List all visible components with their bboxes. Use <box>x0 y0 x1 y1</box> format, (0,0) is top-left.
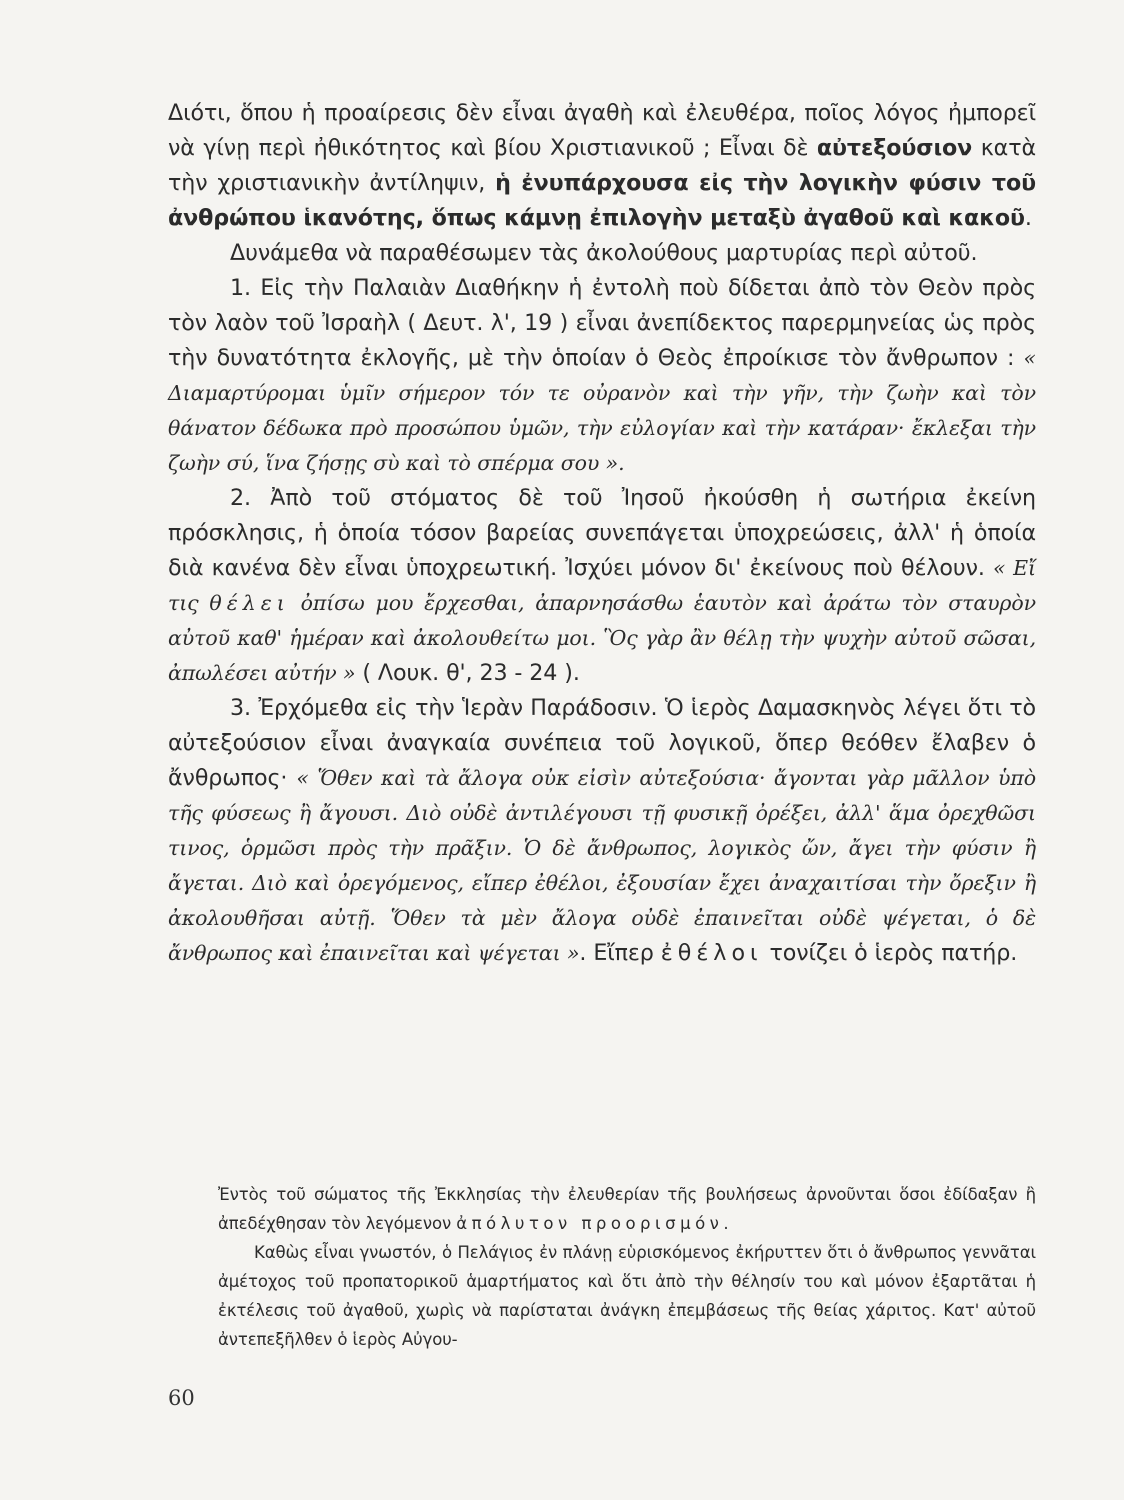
paragraph-4-text: 2. Ἀπὸ τοῦ στόματος δὲ τοῦ Ἰησοῦ ἠκούσθη ἡ σωτήρια ἐκείνη πρόσκλησις, ἡ ὁποία τόσον βαρείας συνεπάγεται ὑποχρεώσεις, ἀλλ' ἡ ὁποία διὰ κανένα δὲν εἶναι ὑποχρεωτική. Ἰσχύει μόνον δι' ἐκείνους ποὺ θέλουν. <box>168 485 1036 581</box>
footnote-spaced-term: ἀπόλυτον προορισμόν <box>456 1214 724 1233</box>
footnote-block <box>218 1180 1036 1354</box>
quote-damascene: « Ὅθεν καὶ τὰ ἄλογα οὐκ εἰσὶν αὐτεξούσια· ἄγονται γὰρ μᾶλλον ὑπὸ τῆς φύσεως ἢ ἄγουσι. Διὸ οὐδὲ ἀντιλέγουσι τῇ φυσικῇ ὀρέξει, ἀλλ' ἅμα ὀρεχθῶσι τινος, ὁρμῶσι πρὸς τὴν πρᾶξιν. Ὁ δὲ ἄνθρωπος, λογικὸς ὤν, ἄγει τὴν φύσιν ἢ ἄγεται. Διὸ καὶ ὀρεγόμενος, εἴπερ ἐθέλοι, ἐξουσίαν ἔχει ἀναχαιτίσαι τὴν ὄρεξιν ἢ ἀκολουθῆσαι αὐτῇ. Ὅθεν τὰ μὲν ἄλογα οὐδὲ ἐπαινεῖται οὐδὲ ψέγεται, ὁ δὲ ἄνθρωπος καὶ ἐπαινεῖται καὶ ψέγεται » <box>168 766 1036 965</box>
citation-luke: ( Λουκ. θ', 23 - 24 ). <box>355 660 580 686</box>
term-autexousion: αὐτεξούσιον <box>816 135 973 161</box>
paragraph-3 <box>168 271 1036 481</box>
footnote-1-end: . <box>723 1214 729 1233</box>
quote-luke-spaced: θέλει <box>209 591 290 615</box>
main-text <box>168 96 1036 971</box>
quote-luke-start: « Εἴ τις <box>168 556 1036 615</box>
paragraph-4 <box>168 481 1036 691</box>
page-body <box>168 96 1036 971</box>
paragraph-1-end: . <box>1024 205 1032 231</box>
paragraph-5-text-2: . Εἴπερ <box>579 940 661 966</box>
paragraph-1-text: Διότι, ὅπου ἡ προαίρεσις δὲν εἶναι ἀγαθὴ καὶ ἐλευθέρα, ποῖος λόγος ἠμπορεῖ νὰ γίνῃ περὶ ἠθικότητος καὶ βίου Χριστιανικοῦ ; Εἶναι δὲ <box>168 100 1036 161</box>
footnote-1 <box>218 1180 1036 1238</box>
paragraph-5-text: 3. Ἐρχόμεθα εἰς τὴν Ἱερὰν Παράδοσιν. Ὁ ἱερὸς Δαμασκηνὸς λέγει ὅτι τὸ αὐτεξούσιον εἶναι ἀναγκαία συνέπεια τοῦ λογικοῦ, ὅπερ θεόθεν ἔλαβεν ὁ ἄνθρωπος· <box>168 695 1036 791</box>
definition-bold: ἡ ἐνυπάρχουσα εἰς τὴν λογικὴν φύσιν τοῦ ἀνθρώπου ἱκανότης, ὅπως κάμνῃ ἐπιλογὴν μεταξὺ ἀγαθοῦ καὶ κακοῦ <box>168 170 1036 231</box>
paragraph-5-end: τονίζει ὁ ἱερὸς πατήρ. <box>762 940 1018 966</box>
spaced-word-ethelou: ἐθέλοι <box>660 940 763 966</box>
footnote-1-text: Ἐντὸς τοῦ σώματος τῆς Ἐκκλησίας τὴν ἐλευθερίαν τῆς βουλήσεως ἀρνοῦνται ὅσοι ἐδίδαξαν ἢ ἀπεδέχθησαν τὸν λεγόμενον <box>218 1185 1036 1233</box>
paragraph-1-text-2: κατὰ τὴν χριστιανικὴν ἀντίληψιν, <box>168 135 1036 196</box>
paragraph-5 <box>168 691 1036 971</box>
paragraph-2: Δυνάμεθα νὰ παραθέσωμεν τὰς ἀκολούθους μαρτυρίας περὶ αὐτοῦ. <box>230 240 978 266</box>
paragraph-1 <box>168 96 1036 236</box>
quote-luke: ὀπίσω μου ἔρχεσθαι, ἀπαρνησάσθω ἑαυτὸν καὶ ἀράτω τὸν σταυρὸν αὐτοῦ καθ' ἡμέραν καὶ ἀκολουθείτω μοι. Ὃς γὰρ ἂν θέλῃ τὴν ψυχὴν αὐτοῦ σῶσαι, ἀπωλέσει αὐτήν » <box>168 591 1036 685</box>
quote-deuteronomy: « Διαμαρτύρομαι ὑμῖν σήμερον τόν τε οὐρανὸν καὶ τὴν γῆν, τὴν ζωὴν καὶ τὸν θάνατον δέδωκα πρὸ προσώπου ὑμῶν, τὴν εὐλογίαν καὶ τὴν κατάραν· ἔκλεξαι τὴν ζωὴν σύ, ἵνα ζήσῃς σὺ καὶ τὸ σπέρμα σου ». <box>168 346 1036 475</box>
paragraph-3-text: 1. Εἰς τὴν Παλαιὰν Διαθήκην ἡ ἐντολὴ ποὺ δίδεται ἀπὸ τὸν Θεὸν πρὸς τὸν λαὸν τοῦ Ἰσραὴλ ( Δευτ. λ', 19 ) εἶναι ἀνεπίδεκτος παρερμηνείας ὡς πρὸς τὴν δυνατότητα ἐκλογῆς, μὲ τὴν ὁποίαν ὁ Θεὸς ἐπροίκισε τὸν ἄνθρωπον : <box>168 275 1036 371</box>
page-number: 60 <box>168 1386 195 1410</box>
footnote-2: Καθὼς εἶναι γνωστόν, ὁ Πελάγιος ἐν πλάνῃ εὑρισκόμενος ἐκήρυττεν ὅτι ὁ ἄνθρωπος γεννᾶται ἀμέτοχος τοῦ προπατορικοῦ ἁμαρτήματος καὶ ὅτι ἀπὸ τὴν θέλησίν του καὶ μόνον ἐξαρτᾶται ἡ ἐκτέλεσις τοῦ ἀγαθοῦ, χωρὶς νὰ παρίσταται ἀνάγκη ἐπεμβάσεως τῆς θείας χάριτος. Κατ' αὐτοῦ ἀντεπεξῆλθεν ὁ ἱερὸς Αὐγου- <box>218 1243 1036 1349</box>
